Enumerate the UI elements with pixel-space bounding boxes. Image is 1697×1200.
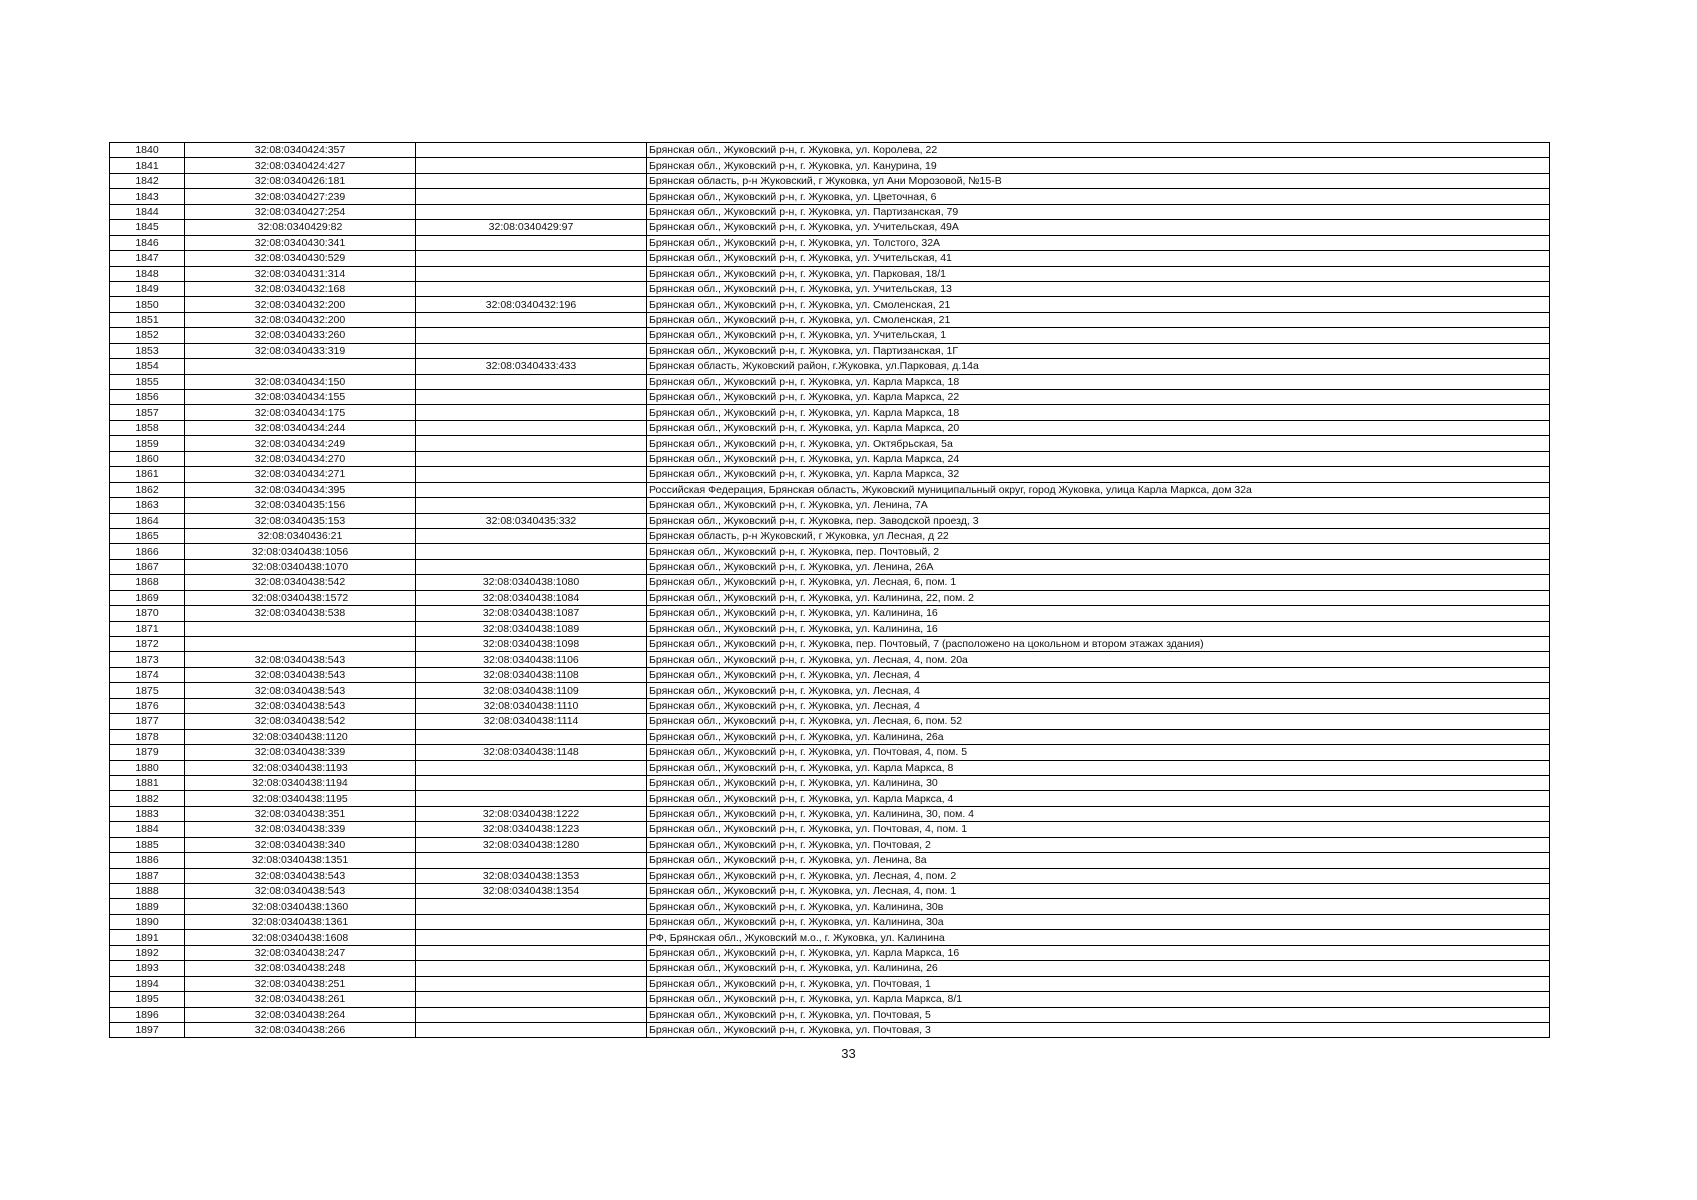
cadastral-number-cell: 32:08:0340435:156 <box>185 498 416 513</box>
related-cadastral-number-cell: 32:08:0340433:433 <box>416 359 647 374</box>
table-row <box>110 791 1550 806</box>
row-number-cell: 1890 <box>110 914 185 929</box>
cadastral-number-cell: 32:08:0340438:1608 <box>185 930 416 945</box>
address-cell: Брянская обл., Жуковский р-н, г. Жуковка, ул. Почтовая, 5 <box>647 1007 1550 1022</box>
cadastral-number-cell: 32:08:0340434:395 <box>185 482 416 497</box>
address-cell: Брянская обл., Жуковский р-н, г. Жуковка, ул. Почтовая, 3 <box>647 1022 1550 1037</box>
related-cadastral-number-cell <box>416 251 647 266</box>
cadastral-number-cell: 32:08:0340424:427 <box>185 158 416 173</box>
row-number-cell: 1895 <box>110 992 185 1007</box>
table-row <box>110 976 1550 991</box>
row-number-cell: 1893 <box>110 961 185 976</box>
cadastral-number-cell: 32:08:0340438:1056 <box>185 544 416 559</box>
row-number-cell: 1873 <box>110 652 185 667</box>
address-cell: Брянская обл., Жуковский р-н, г. Жуковка, ул. Партизанская, 1Г <box>647 343 1550 358</box>
related-cadastral-number-cell <box>416 189 647 204</box>
cadastral-number-cell: 32:08:0340429:82 <box>185 220 416 235</box>
row-number-cell: 1871 <box>110 621 185 636</box>
related-cadastral-number-cell: 32:08:0340438:1110 <box>416 698 647 713</box>
related-cadastral-number-cell <box>416 853 647 868</box>
row-number-cell: 1848 <box>110 266 185 281</box>
related-cadastral-number-cell <box>416 451 647 466</box>
address-cell: Брянская обл., Жуковский р-н, г. Жуковка, ул. Карла Маркса, 22 <box>647 390 1550 405</box>
table-row <box>110 961 1550 976</box>
table-row <box>110 312 1550 327</box>
table-row <box>110 251 1550 266</box>
address-cell: Брянская обл., Жуковский р-н, г. Жуковка, ул. Карла Маркса, 16 <box>647 945 1550 960</box>
row-number-cell: 1862 <box>110 482 185 497</box>
table-row <box>110 544 1550 559</box>
address-cell: Брянская обл., Жуковский р-н, г. Жуковка, ул. Лесная, 4, пом. 1 <box>647 884 1550 899</box>
cadastral-number-cell <box>185 359 416 374</box>
row-number-cell: 1878 <box>110 729 185 744</box>
row-number-cell: 1883 <box>110 806 185 821</box>
cadastral-number-cell: 32:08:0340426:181 <box>185 173 416 188</box>
address-cell: Брянская обл., Жуковский р-н, г. Жуковка, ул. Калинина, 26а <box>647 729 1550 744</box>
address-cell: Брянская обл., Жуковский р-н, г. Жуковка, ул. Королева, 22 <box>647 143 1550 158</box>
cadastral-number-cell: 32:08:0340438:251 <box>185 976 416 991</box>
related-cadastral-number-cell <box>416 374 647 389</box>
cadastral-number-cell: 32:08:0340438:247 <box>185 945 416 960</box>
cadastral-number-cell: 32:08:0340438:248 <box>185 961 416 976</box>
row-number-cell: 1872 <box>110 637 185 652</box>
table-row <box>110 853 1550 868</box>
row-number-cell: 1867 <box>110 559 185 574</box>
address-cell: Брянская обл., Жуковский р-н, г. Жуковка, ул. Карла Маркса, 8 <box>647 760 1550 775</box>
address-cell: Брянская обл., Жуковский р-н, г. Жуковка, ул. Парковая, 18/1 <box>647 266 1550 281</box>
related-cadastral-number-cell <box>416 343 647 358</box>
cadastral-number-cell: 32:08:0340438:543 <box>185 652 416 667</box>
related-cadastral-number-cell: 32:08:0340438:1148 <box>416 745 647 760</box>
row-number-cell: 1856 <box>110 390 185 405</box>
row-number-cell: 1868 <box>110 575 185 590</box>
related-cadastral-number-cell <box>416 992 647 1007</box>
row-number-cell: 1891 <box>110 930 185 945</box>
address-cell: Брянская обл., Жуковский р-н, г. Жуковка, ул. Карла Маркса, 20 <box>647 420 1550 435</box>
row-number-cell: 1865 <box>110 528 185 543</box>
address-cell: Брянская обл., Жуковский р-н, г. Жуковка, ул. Канурина, 19 <box>647 158 1550 173</box>
row-number-cell: 1840 <box>110 143 185 158</box>
cadastral-number-cell: 32:08:0340432:168 <box>185 281 416 296</box>
related-cadastral-number-cell <box>416 405 647 420</box>
row-number-cell: 1861 <box>110 467 185 482</box>
related-cadastral-number-cell: 32:08:0340438:1098 <box>416 637 647 652</box>
cadastral-number-cell: 32:08:0340438:340 <box>185 837 416 852</box>
related-cadastral-number-cell: 32:08:0340438:1089 <box>416 621 647 636</box>
row-number-cell: 1877 <box>110 714 185 729</box>
row-number-cell: 1881 <box>110 775 185 790</box>
row-number-cell: 1889 <box>110 899 185 914</box>
related-cadastral-number-cell: 32:08:0340435:332 <box>416 513 647 528</box>
related-cadastral-number-cell <box>416 961 647 976</box>
cadastral-number-cell: 32:08:0340434:150 <box>185 374 416 389</box>
table-row <box>110 374 1550 389</box>
row-number-cell: 1844 <box>110 204 185 219</box>
cadastral-number-cell: 32:08:0340432:200 <box>185 312 416 327</box>
table-row <box>110 714 1550 729</box>
related-cadastral-number-cell <box>416 1007 647 1022</box>
table-row <box>110 220 1550 235</box>
cadastral-number-cell: 32:08:0340427:239 <box>185 189 416 204</box>
address-cell: Брянская обл., Жуковский р-н, г. Жуковка, ул. Карла Маркса, 4 <box>647 791 1550 806</box>
related-cadastral-number-cell <box>416 390 647 405</box>
address-cell: Брянская обл., Жуковский р-н, г. Жуковка, пер. Почтовый, 2 <box>647 544 1550 559</box>
cadastral-number-cell: 32:08:0340438:339 <box>185 745 416 760</box>
table-row <box>110 482 1550 497</box>
address-cell: Брянская обл., Жуковский р-н, г. Жуковка, ул. Калинина, 30, пом. 4 <box>647 806 1550 821</box>
cadastral-number-cell: 32:08:0340438:543 <box>185 683 416 698</box>
row-number-cell: 1859 <box>110 436 185 451</box>
related-cadastral-number-cell <box>416 791 647 806</box>
related-cadastral-number-cell: 32:08:0340438:1222 <box>416 806 647 821</box>
table-row <box>110 806 1550 821</box>
related-cadastral-number-cell <box>416 760 647 775</box>
address-cell: Брянская область, Жуковский район, г.Жуковка, ул.Парковая, д.14а <box>647 359 1550 374</box>
table-row <box>110 621 1550 636</box>
cadastral-number-cell: 32:08:0340434:271 <box>185 467 416 482</box>
cadastral-number-cell: 32:08:0340438:542 <box>185 575 416 590</box>
address-cell: Брянская обл., Жуковский р-н, г. Жуковка, пер. Почтовый, 7 (расположено на цокольном и втором этажах здания) <box>647 637 1550 652</box>
table-row <box>110 698 1550 713</box>
address-cell: Брянская обл., Жуковский р-н, г. Жуковка, ул. Карла Маркса, 18 <box>647 374 1550 389</box>
row-number-cell: 1854 <box>110 359 185 374</box>
cadastral-number-cell: 32:08:0340438:266 <box>185 1022 416 1037</box>
table-row <box>110 760 1550 775</box>
address-cell: Брянская обл., Жуковский р-н, г. Жуковка, ул. Смоленская, 21 <box>647 297 1550 312</box>
row-number-cell: 1843 <box>110 189 185 204</box>
table-row <box>110 498 1550 513</box>
related-cadastral-number-cell: 32:08:0340432:196 <box>416 297 647 312</box>
table-row <box>110 667 1550 682</box>
cadastral-number-cell: 32:08:0340438:1194 <box>185 775 416 790</box>
address-cell: Брянская обл., Жуковский р-н, г. Жуковка, ул. Лесная, 4 <box>647 698 1550 713</box>
row-number-cell: 1864 <box>110 513 185 528</box>
related-cadastral-number-cell <box>416 559 647 574</box>
row-number-cell: 1874 <box>110 667 185 682</box>
related-cadastral-number-cell: 32:08:0340438:1353 <box>416 868 647 883</box>
table-row <box>110 837 1550 852</box>
row-number-cell: 1896 <box>110 1007 185 1022</box>
address-cell: Брянская обл., Жуковский р-н, г. Жуковка, ул. Карла Маркса, 8/1 <box>647 992 1550 1007</box>
table-row <box>110 328 1550 343</box>
address-cell: Брянская обл., Жуковский р-н, г. Жуковка, ул. Партизанская, 79 <box>647 204 1550 219</box>
registry-table-body <box>110 143 1550 1038</box>
table-row <box>110 158 1550 173</box>
row-number-cell: 1860 <box>110 451 185 466</box>
address-cell: Брянская обл., Жуковский р-н, г. Жуковка, ул. Почтовая, 2 <box>647 837 1550 852</box>
row-number-cell: 1888 <box>110 884 185 899</box>
table-row <box>110 143 1550 158</box>
address-cell: Брянская обл., Жуковский р-н, г. Жуковка, ул. Калинина, 22, пом. 2 <box>647 590 1550 605</box>
table-row <box>110 235 1550 250</box>
cadastral-number-cell: 32:08:0340438:543 <box>185 884 416 899</box>
cadastral-number-cell: 32:08:0340434:244 <box>185 420 416 435</box>
table-row <box>110 390 1550 405</box>
table-row <box>110 1022 1550 1037</box>
related-cadastral-number-cell: 32:08:0340438:1087 <box>416 606 647 621</box>
row-number-cell: 1858 <box>110 420 185 435</box>
table-row <box>110 559 1550 574</box>
row-number-cell: 1876 <box>110 698 185 713</box>
row-number-cell: 1853 <box>110 343 185 358</box>
table-row <box>110 652 1550 667</box>
cadastral-number-cell: 32:08:0340438:339 <box>185 822 416 837</box>
address-cell: Брянская обл., Жуковский р-н, г. Жуковка, ул. Калинина, 16 <box>647 621 1550 636</box>
cadastral-number-cell: 32:08:0340434:249 <box>185 436 416 451</box>
related-cadastral-number-cell <box>416 528 647 543</box>
related-cadastral-number-cell <box>416 914 647 929</box>
address-cell: Брянская область, р-н Жуковский, г Жуковка, ул Ани Морозовой, №15-В <box>647 173 1550 188</box>
cadastral-number-cell: 32:08:0340435:153 <box>185 513 416 528</box>
address-cell: Брянская обл., Жуковский р-н, г. Жуковка, ул. Учительская, 41 <box>647 251 1550 266</box>
cadastral-number-cell <box>185 621 416 636</box>
address-cell: Брянская обл., Жуковский р-н, г. Жуковка, ул. Учительская, 1 <box>647 328 1550 343</box>
row-number-cell: 1869 <box>110 590 185 605</box>
related-cadastral-number-cell: 32:08:0340438:1080 <box>416 575 647 590</box>
related-cadastral-number-cell <box>416 775 647 790</box>
address-cell: Брянская обл., Жуковский р-н, г. Жуковка, ул. Калинина, 30в <box>647 899 1550 914</box>
address-cell: Брянская обл., Жуковский р-н, г. Жуковка, ул. Ленина, 8а <box>647 853 1550 868</box>
address-cell: Брянская обл., Жуковский р-н, г. Жуковка, ул. Лесная, 6, пом. 52 <box>647 714 1550 729</box>
table-row <box>110 729 1550 744</box>
cadastral-number-cell: 32:08:0340438:1195 <box>185 791 416 806</box>
related-cadastral-number-cell <box>416 158 647 173</box>
cadastral-number-cell: 32:08:0340438:1360 <box>185 899 416 914</box>
row-number-cell: 1850 <box>110 297 185 312</box>
cadastral-number-cell: 32:08:0340434:175 <box>185 405 416 420</box>
related-cadastral-number-cell <box>416 729 647 744</box>
row-number-cell: 1851 <box>110 312 185 327</box>
row-number-cell: 1849 <box>110 281 185 296</box>
cadastral-number-cell: 32:08:0340424:357 <box>185 143 416 158</box>
cadastral-number-cell: 32:08:0340432:200 <box>185 297 416 312</box>
row-number-cell: 1894 <box>110 976 185 991</box>
address-cell: Брянская обл., Жуковский р-н, г. Жуковка, ул. Почтовая, 1 <box>647 976 1550 991</box>
table-row <box>110 637 1550 652</box>
address-cell: Российская Федерация, Брянская область, Жуковский муниципальный округ, город Жуковка, улица Карла Маркса, дом 32а <box>647 482 1550 497</box>
row-number-cell: 1875 <box>110 683 185 698</box>
related-cadastral-number-cell <box>416 482 647 497</box>
table-row <box>110 1007 1550 1022</box>
cadastral-number-cell: 32:08:0340436:21 <box>185 528 416 543</box>
cadastral-number-cell: 32:08:0340430:341 <box>185 235 416 250</box>
row-number-cell: 1879 <box>110 745 185 760</box>
table-row <box>110 359 1550 374</box>
related-cadastral-number-cell <box>416 544 647 559</box>
table-row <box>110 683 1550 698</box>
address-cell: Брянская обл., Жуковский р-н, г. Жуковка, ул. Толстого, 32А <box>647 235 1550 250</box>
cadastral-number-cell: 32:08:0340438:264 <box>185 1007 416 1022</box>
table-row <box>110 899 1550 914</box>
address-cell: Брянская обл., Жуковский р-н, г. Жуковка, ул. Калинина, 30 <box>647 775 1550 790</box>
related-cadastral-number-cell <box>416 436 647 451</box>
related-cadastral-number-cell <box>416 312 647 327</box>
related-cadastral-number-cell: 32:08:0340438:1354 <box>416 884 647 899</box>
cadastral-number-cell: 32:08:0340434:270 <box>185 451 416 466</box>
cadastral-number-cell: 32:08:0340438:1120 <box>185 729 416 744</box>
cadastral-number-cell: 32:08:0340438:1361 <box>185 914 416 929</box>
related-cadastral-number-cell: 32:08:0340438:1114 <box>416 714 647 729</box>
table-row <box>110 930 1550 945</box>
address-cell: РФ, Брянская обл., Жуковский м.о., г. Жуковка, ул. Калинина <box>647 930 1550 945</box>
table-row <box>110 575 1550 590</box>
address-cell: Брянская обл., Жуковский р-н, г. Жуковка, ул. Почтовая, 4, пом. 5 <box>647 745 1550 760</box>
address-cell: Брянская обл., Жуковский р-н, г. Жуковка, ул. Калинина, 30а <box>647 914 1550 929</box>
cadastral-number-cell: 32:08:0340438:1070 <box>185 559 416 574</box>
table-row <box>110 420 1550 435</box>
row-number-cell: 1892 <box>110 945 185 960</box>
row-number-cell: 1847 <box>110 251 185 266</box>
cadastral-number-cell: 32:08:0340438:543 <box>185 698 416 713</box>
cadastral-number-cell: 32:08:0340438:1572 <box>185 590 416 605</box>
related-cadastral-number-cell <box>416 281 647 296</box>
cadastral-number-cell: 32:08:0340427:254 <box>185 204 416 219</box>
table-row <box>110 745 1550 760</box>
cadastral-number-cell: 32:08:0340430:529 <box>185 251 416 266</box>
cadastral-number-cell: 32:08:0340438:543 <box>185 667 416 682</box>
address-cell: Брянская обл., Жуковский р-н, г. Жуковка, ул. Учительская, 49А <box>647 220 1550 235</box>
table-row <box>110 467 1550 482</box>
table-row <box>110 822 1550 837</box>
cadastral-number-cell: 32:08:0340438:351 <box>185 806 416 821</box>
related-cadastral-number-cell: 32:08:0340438:1106 <box>416 652 647 667</box>
cadastral-number-cell <box>185 637 416 652</box>
table-row <box>110 590 1550 605</box>
address-cell: Брянская обл., Жуковский р-н, г. Жуковка, ул. Лесная, 4 <box>647 683 1550 698</box>
table-row <box>110 297 1550 312</box>
address-cell: Брянская обл., Жуковский р-н, г. Жуковка, ул. Лесная, 4, пом. 20а <box>647 652 1550 667</box>
table-row <box>110 606 1550 621</box>
address-cell: Брянская обл., Жуковский р-н, г. Жуковка, ул. Карла Маркса, 24 <box>647 451 1550 466</box>
row-number-cell: 1882 <box>110 791 185 806</box>
table-row <box>110 868 1550 883</box>
address-cell: Брянская обл., Жуковский р-н, г. Жуковка, ул. Карла Маркса, 32 <box>647 467 1550 482</box>
table-row <box>110 914 1550 929</box>
table-row <box>110 528 1550 543</box>
table-row <box>110 945 1550 960</box>
related-cadastral-number-cell <box>416 143 647 158</box>
related-cadastral-number-cell: 32:08:0340438:1108 <box>416 667 647 682</box>
row-number-cell: 1887 <box>110 868 185 883</box>
related-cadastral-number-cell <box>416 899 647 914</box>
row-number-cell: 1845 <box>110 220 185 235</box>
table-row <box>110 204 1550 219</box>
row-number-cell: 1897 <box>110 1022 185 1037</box>
table-row <box>110 189 1550 204</box>
table-row <box>110 173 1550 188</box>
cadastral-number-cell: 32:08:0340438:542 <box>185 714 416 729</box>
related-cadastral-number-cell <box>416 328 647 343</box>
row-number-cell: 1846 <box>110 235 185 250</box>
related-cadastral-number-cell <box>416 976 647 991</box>
address-cell: Брянская обл., Жуковский р-н, г. Жуковка, ул. Учительская, 13 <box>647 281 1550 296</box>
cadastral-number-cell: 32:08:0340433:319 <box>185 343 416 358</box>
address-cell: Брянская обл., Жуковский р-н, г. Жуковка, ул. Карла Маркса, 18 <box>647 405 1550 420</box>
cadastral-number-cell: 32:08:0340433:260 <box>185 328 416 343</box>
table-row <box>110 343 1550 358</box>
table-row <box>110 266 1550 281</box>
address-cell: Брянская обл., Жуковский р-н, г. Жуковка, ул. Лесная, 4 <box>647 667 1550 682</box>
related-cadastral-number-cell <box>416 1022 647 1037</box>
address-cell: Брянская область, р-н Жуковский, г Жуковка, ул Лесная, д 22 <box>647 528 1550 543</box>
row-number-cell: 1842 <box>110 173 185 188</box>
table-row <box>110 513 1550 528</box>
related-cadastral-number-cell: 32:08:0340438:1223 <box>416 822 647 837</box>
row-number-cell: 1852 <box>110 328 185 343</box>
related-cadastral-number-cell <box>416 235 647 250</box>
table-row <box>110 451 1550 466</box>
related-cadastral-number-cell: 32:08:0340438:1109 <box>416 683 647 698</box>
row-number-cell: 1886 <box>110 853 185 868</box>
row-number-cell: 1855 <box>110 374 185 389</box>
registry-table <box>109 142 1550 1038</box>
table-row <box>110 775 1550 790</box>
related-cadastral-number-cell <box>416 266 647 281</box>
address-cell: Брянская обл., Жуковский р-н, г. Жуковка, ул. Октябрьская, 5а <box>647 436 1550 451</box>
address-cell: Брянская обл., Жуковский р-н, г. Жуковка, ул. Лесная, 6, пом. 1 <box>647 575 1550 590</box>
address-cell: Брянская обл., Жуковский р-н, г. Жуковка, ул. Калинина, 16 <box>647 606 1550 621</box>
row-number-cell: 1885 <box>110 837 185 852</box>
table-row <box>110 436 1550 451</box>
address-cell: Брянская обл., Жуковский р-н, г. Жуковка, ул. Почтовая, 4, пом. 1 <box>647 822 1550 837</box>
page-number: 33 <box>841 1046 856 1061</box>
row-number-cell: 1866 <box>110 544 185 559</box>
cadastral-number-cell: 32:08:0340438:261 <box>185 992 416 1007</box>
cadastral-number-cell: 32:08:0340431:314 <box>185 266 416 281</box>
address-cell: Брянская обл., Жуковский р-н, г. Жуковка, ул. Ленина, 26А <box>647 559 1550 574</box>
cadastral-number-cell: 32:08:0340438:1351 <box>185 853 416 868</box>
address-cell: Брянская обл., Жуковский р-н, г. Жуковка, ул. Ленина, 7А <box>647 498 1550 513</box>
row-number-cell: 1841 <box>110 158 185 173</box>
related-cadastral-number-cell: 32:08:0340438:1280 <box>416 837 647 852</box>
table-row <box>110 405 1550 420</box>
related-cadastral-number-cell <box>416 420 647 435</box>
address-cell: Брянская обл., Жуковский р-н, г. Жуковка, ул. Лесная, 4, пом. 2 <box>647 868 1550 883</box>
related-cadastral-number-cell <box>416 173 647 188</box>
cadastral-number-cell: 32:08:0340438:543 <box>185 868 416 883</box>
related-cadastral-number-cell <box>416 467 647 482</box>
row-number-cell: 1863 <box>110 498 185 513</box>
row-number-cell: 1857 <box>110 405 185 420</box>
row-number-cell: 1870 <box>110 606 185 621</box>
address-cell: Брянская обл., Жуковский р-н, г. Жуковка, ул. Смоленская, 21 <box>647 312 1550 327</box>
related-cadastral-number-cell <box>416 945 647 960</box>
row-number-cell: 1884 <box>110 822 185 837</box>
address-cell: Брянская обл., Жуковский р-н, г. Жуковка, ул. Цветочная, 6 <box>647 189 1550 204</box>
cadastral-number-cell: 32:08:0340438:1193 <box>185 760 416 775</box>
related-cadastral-number-cell <box>416 498 647 513</box>
address-cell: Брянская обл., Жуковский р-н, г. Жуковка, ул. Калинина, 26 <box>647 961 1550 976</box>
row-number-cell: 1880 <box>110 760 185 775</box>
cadastral-number-cell: 32:08:0340434:155 <box>185 390 416 405</box>
related-cadastral-number-cell <box>416 930 647 945</box>
table-row <box>110 884 1550 899</box>
related-cadastral-number-cell <box>416 204 647 219</box>
related-cadastral-number-cell: 32:08:0340429:97 <box>416 220 647 235</box>
address-cell: Брянская обл., Жуковский р-н, г. Жуковка, пер. Заводской проезд, 3 <box>647 513 1550 528</box>
table-row <box>110 992 1550 1007</box>
related-cadastral-number-cell: 32:08:0340438:1084 <box>416 590 647 605</box>
table-row <box>110 281 1550 296</box>
cadastral-number-cell: 32:08:0340438:538 <box>185 606 416 621</box>
